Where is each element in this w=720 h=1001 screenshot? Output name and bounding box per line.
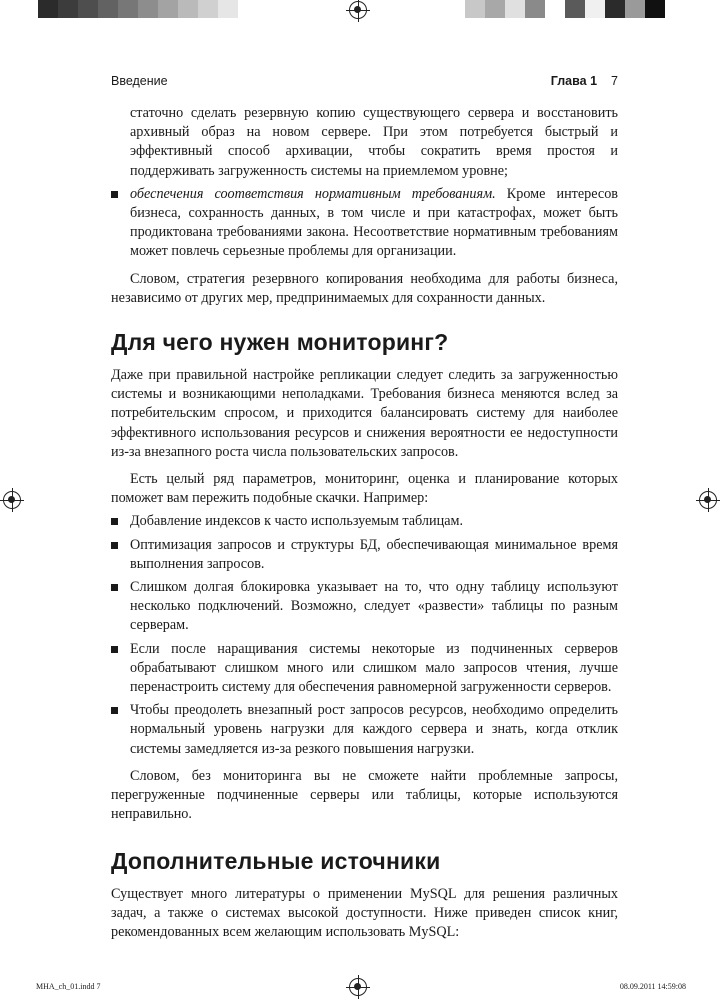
calibration-patch (98, 0, 118, 18)
heading-monitoring: Для чего нужен мониторинг? (111, 329, 449, 356)
calibration-patch (505, 0, 525, 18)
list-item (111, 185, 618, 262)
running-head-section: Введение (111, 74, 168, 88)
registration-mark-right-icon (699, 491, 717, 509)
list-item-text: Оптимизация запросов и структуры БД, обеспечивающая минимальное время выполнения запросов. (130, 536, 618, 572)
calibration-patch (605, 0, 625, 18)
calibration-patch (645, 0, 665, 18)
continued-list-item (111, 104, 618, 181)
calibration-patch (58, 0, 78, 18)
calibration-patch (585, 0, 605, 18)
list-item-text: Если после наращивания системы некоторые из подчиненных серверов обрабатывают слишком много или слишком мало запросов чтения, лучше перенастроить систему для обеспечения равномерной загруженности серверов. (130, 640, 618, 696)
calibration-patch (465, 0, 485, 18)
monitoring-lead: Есть целый ряд параметров, мониторинг, оценка и планирование которых поможет вам пережить подобные скачки. Например: (111, 471, 618, 507)
bullet-icon (111, 518, 118, 525)
chapter-label: Глава 1 (550, 74, 598, 88)
calibration-patch (78, 0, 98, 18)
bullet-icon (111, 707, 118, 714)
running-head (111, 74, 618, 88)
calibration-patch (485, 0, 505, 18)
slug-timestamp: 08.09.2011 14:59:08 (619, 982, 686, 991)
compliance-list (111, 185, 618, 262)
list-item (111, 536, 618, 574)
bullet-icon (111, 646, 118, 653)
calibration-patch (545, 0, 565, 18)
continued-paragraph: статочно сделать резервную копию существующего сервера и восстановить архивный образ на новом сервере. При этом потребуется быстрый и эффективный способ архивации, чтобы сократить время простоя и поддерживать загруженность системы на приемлемом уровне; (130, 105, 618, 179)
calibration-patch (158, 0, 178, 18)
monitoring-summary: Словом, без мониторинга вы не сможете найти проблемные запросы, перегруженные подчиненные серверы или таблицы, которые используются неправильно. (111, 767, 618, 823)
registration-mark-top-icon (349, 1, 367, 19)
monitoring-intro: Даже при правильной настройке репликации следует следить за загруженностью системы и возникающими неполадками. Требования бизнеса меняются вслед за потребительским спросом, и приходится балансировать систему для наиболее эффективного использования ресурсов и снижения вероятности ее недоступности из-за внезапного роста числа пользовательских запросов. (111, 367, 618, 460)
calibration-patch (525, 0, 545, 18)
bullet-icon (111, 542, 118, 549)
page-number: 7 (611, 74, 618, 88)
slug-filename: MHA_ch_01.indd 7 (36, 982, 101, 991)
calibration-patch (625, 0, 645, 18)
calibration-patch (565, 0, 585, 18)
heading-sources: Дополнительные источники (111, 847, 441, 874)
compliance-term: обеспечения соответствия нормативным требованиям. (130, 185, 496, 202)
color-calibration-strip-right (465, 0, 665, 18)
calibration-patch (178, 0, 198, 18)
monitoring-list (111, 512, 618, 758)
calibration-patch (118, 0, 138, 18)
backup-summary: Словом, стратегия резервного копирования необходима для работы бизнеса, независимо от других мер, предпринимаемых для сохранности данных. (111, 270, 618, 306)
slug-line (36, 982, 686, 991)
calibration-patch (198, 0, 218, 18)
list-item (111, 701, 618, 759)
bullet-icon (111, 191, 118, 198)
list-item-text: Добавление индексов к часто используемым таблицам. (130, 513, 464, 530)
page-content (111, 104, 618, 942)
compliance-text: Кроме интересов бизнеса, сохранность данных, в том числе и при катастрофах, может быть продиктована требованиями закона. Несоответствие нормативным требованиям может повлечь серьезные проблемы для организации. (130, 185, 618, 260)
color-calibration-strip-left (38, 0, 238, 18)
list-item-text: Слишком долгая блокировка указывает на то, что одну таблицу используют несколько подключений. Возможно, следует «развести» таблицы по разным серверам. (130, 579, 618, 634)
list-item-text: Чтобы преодолеть внезапный рост запросов ресурсов, необходимо определить нормальный уровень нагрузки для каждого сервера и знать, когда отклик системы замедляется из-за резкого повышения нагрузки. (130, 702, 618, 757)
calibration-patch (138, 0, 158, 18)
list-item (111, 512, 618, 531)
running-head-chapter (551, 74, 618, 88)
calibration-patch (38, 0, 58, 18)
bullet-icon (111, 584, 118, 591)
calibration-patch (218, 0, 238, 18)
sources-text: Существует много литературы о применении MySQL для решения различных задач, а также о системах высокой доступности. Ниже приведен список книг, рекомендованных всем желающим использовать MySQL: (111, 885, 618, 940)
registration-mark-left-icon (3, 491, 21, 509)
list-item (111, 578, 618, 636)
list-item (111, 640, 618, 698)
